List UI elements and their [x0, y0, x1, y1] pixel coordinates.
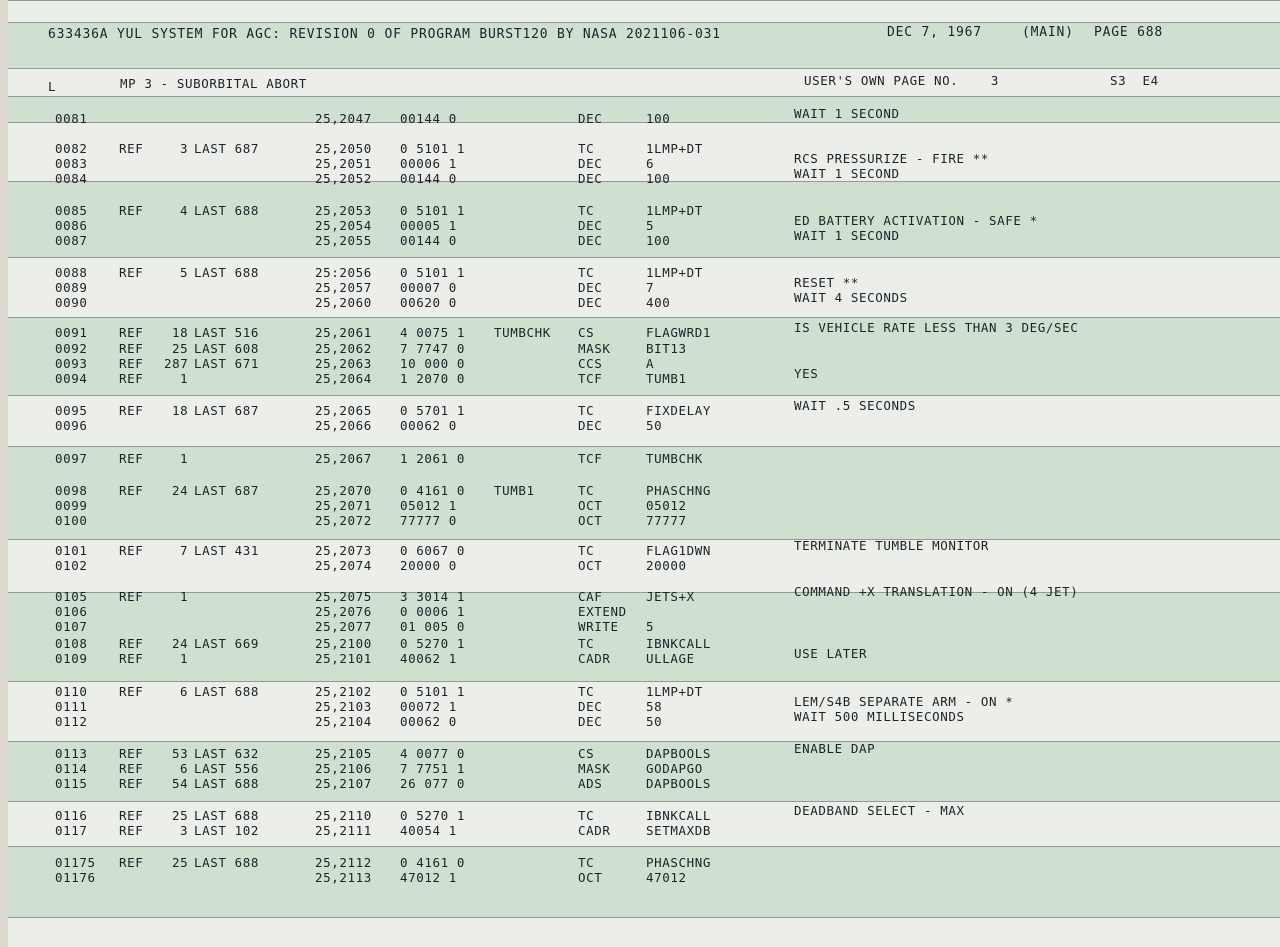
octal-word: 7 7751 1 [400, 761, 466, 776]
address: 25,2054 [315, 218, 372, 233]
line-number: 0105 [55, 589, 88, 604]
opcode: TC [578, 636, 595, 651]
band-rule [8, 741, 1280, 742]
operand: IBNKCALL [646, 636, 712, 651]
symbol-label: TUMB1 [494, 483, 535, 498]
octal-word: 00006 1 [400, 156, 457, 171]
address: 25,2104 [315, 714, 372, 729]
opcode: CAF [578, 589, 603, 604]
opcode: CS [578, 746, 595, 761]
address: 25:2056 [315, 265, 372, 280]
ref-count: 1 [180, 451, 189, 466]
ref-tag: REF [119, 636, 144, 651]
line-number: 0102 [55, 558, 88, 573]
operand: TUMB1 [646, 371, 687, 386]
octal-word: 77777 0 [400, 513, 457, 528]
ref-count: 1 [180, 371, 189, 386]
opcode: DEC [578, 714, 603, 729]
ref-count: 54 [172, 776, 189, 791]
opcode: DEC [578, 295, 603, 310]
operand: GODAPGO [646, 761, 703, 776]
paper-band [8, 917, 1280, 947]
line-number: 0116 [55, 808, 88, 823]
octal-word: 00005 1 [400, 218, 457, 233]
band-rule [8, 181, 1280, 182]
comment: WAIT 1 SECOND [794, 166, 900, 181]
band-rule [8, 257, 1280, 258]
operand: TUMBCHK [646, 451, 703, 466]
ref-tag: REF [119, 855, 144, 870]
octal-word: 47012 1 [400, 870, 457, 885]
opcode: DEC [578, 156, 603, 171]
operand: 100 [646, 171, 671, 186]
comment: IS VEHICLE RATE LESS THAN 3 DEG/SEC [794, 320, 1079, 335]
opcode: TC [578, 808, 595, 823]
comment: LEM/S4B SEPARATE ARM - ON * [794, 694, 1014, 709]
opcode: TC [578, 543, 595, 558]
operand: FLAG1DWN [646, 543, 712, 558]
opcode: TC [578, 684, 595, 699]
subheader-letter: L [48, 79, 57, 94]
opcode: OCT [578, 870, 603, 885]
comment: WAIT 1 SECOND [794, 228, 900, 243]
symbol-label: TUMBCHK [494, 325, 551, 340]
operand: 100 [646, 233, 671, 248]
operand: 1LMP+DT [646, 203, 703, 218]
opcode: TC [578, 403, 595, 418]
opcode: CADR [578, 651, 611, 666]
operand: 50 [646, 714, 663, 729]
opcode: DEC [578, 280, 603, 295]
octal-word: 4 0077 0 [400, 746, 466, 761]
operand: PHASCHNG [646, 483, 712, 498]
ref-count: 4 [180, 203, 189, 218]
operand: 47012 [646, 870, 687, 885]
opcode: DEC [578, 233, 603, 248]
last-ref: LAST 431 [194, 543, 260, 558]
line-number: 01175 [55, 855, 96, 870]
page-number: PAGE 688 [1094, 25, 1164, 40]
ref-count: 6 [180, 684, 189, 699]
address: 25,2051 [315, 156, 372, 171]
operand: JETS+X [646, 589, 695, 604]
band-rule [8, 395, 1280, 396]
last-ref: LAST 516 [194, 325, 260, 340]
operand: SETMAXDB [646, 823, 712, 838]
last-ref: LAST 608 [194, 341, 260, 356]
address: 25,2100 [315, 636, 372, 651]
octal-word: 0 4161 0 [400, 483, 466, 498]
printout-page [8, 0, 1280, 947]
comment: ED BATTERY ACTIVATION - SAFE * [794, 213, 1038, 228]
band-rule [8, 122, 1280, 123]
opcode: TCF [578, 371, 603, 386]
line-number: 0114 [55, 761, 88, 776]
comment: RCS PRESSURIZE - FIRE ** [794, 151, 990, 166]
octal-word: 00144 0 [400, 171, 457, 186]
address: 25,2076 [315, 604, 372, 619]
octal-word: 0 6067 0 [400, 543, 466, 558]
address: 25,2057 [315, 280, 372, 295]
octal-word: 10 000 0 [400, 356, 466, 371]
octal-word: 0 5270 1 [400, 808, 466, 823]
address: 25,2110 [315, 808, 372, 823]
address: 25,2067 [315, 451, 372, 466]
operand: 20000 [646, 558, 687, 573]
comment: WAIT .5 SECONDS [794, 398, 916, 413]
print-date: DEC 7, 1967 [887, 25, 982, 40]
address: 25,2064 [315, 371, 372, 386]
operand: IBNKCALL [646, 808, 712, 823]
opcode: MASK [578, 341, 611, 356]
ref-count: 287 [164, 356, 189, 371]
ref-count: 5 [180, 265, 189, 280]
octal-word: 0 4161 0 [400, 855, 466, 870]
address: 25,2106 [315, 761, 372, 776]
octal-word: 40054 1 [400, 823, 457, 838]
address: 25,2053 [315, 203, 372, 218]
paper-band [8, 96, 1280, 122]
line-number: 0082 [55, 141, 88, 156]
octal-word: 0 5101 1 [400, 684, 466, 699]
ref-count: 25 [172, 808, 189, 823]
address: 25,2047 [315, 111, 372, 126]
comment: USE LATER [794, 646, 868, 661]
ref-tag: REF [119, 141, 144, 156]
last-ref: LAST 687 [194, 483, 260, 498]
comment: DEADBAND SELECT - MAX [794, 803, 965, 818]
line-number: 0083 [55, 156, 88, 171]
line-number: 0098 [55, 483, 88, 498]
comment: COMMAND +X TRANSLATION - ON (4 JET) [794, 584, 1079, 599]
operand: A [646, 356, 655, 371]
line-number: 0096 [55, 418, 88, 433]
line-number: 0109 [55, 651, 88, 666]
octal-word: 00620 0 [400, 295, 457, 310]
line-number: 0110 [55, 684, 88, 699]
ref-tag: REF [119, 543, 144, 558]
octal-word: 0 5701 1 [400, 403, 466, 418]
opcode: MASK [578, 761, 611, 776]
line-number: 0111 [55, 699, 88, 714]
address: 25,2103 [315, 699, 372, 714]
last-ref: LAST 688 [194, 684, 260, 699]
ref-count: 1 [180, 651, 189, 666]
last-ref: LAST 687 [194, 141, 260, 156]
band-rule [8, 0, 1280, 1]
ref-tag: REF [119, 746, 144, 761]
octal-word: 0 5101 1 [400, 265, 466, 280]
octal-word: 1 2061 0 [400, 451, 466, 466]
ref-tag: REF [119, 325, 144, 340]
line-number: 0092 [55, 341, 88, 356]
address: 25,2062 [315, 341, 372, 356]
octal-word: 0 0006 1 [400, 604, 466, 619]
operand: 77777 [646, 513, 687, 528]
address: 25,2105 [315, 746, 372, 761]
line-number: 0085 [55, 203, 88, 218]
ref-tag: REF [119, 761, 144, 776]
ref-tag: REF [119, 651, 144, 666]
address: 25,2074 [315, 558, 372, 573]
address: 25,2113 [315, 870, 372, 885]
operand: DAPBOOLS [646, 746, 712, 761]
operand: 1LMP+DT [646, 265, 703, 280]
ref-tag: REF [119, 371, 144, 386]
opcode: TC [578, 855, 595, 870]
address: 25,2065 [315, 403, 372, 418]
ref-count: 24 [172, 483, 189, 498]
line-number: 0094 [55, 371, 88, 386]
ref-tag: REF [119, 451, 144, 466]
address: 25,2063 [315, 356, 372, 371]
octal-word: 00144 0 [400, 233, 457, 248]
operand: FLAGWRD1 [646, 325, 712, 340]
address: 25,2055 [315, 233, 372, 248]
octal-word: 0 5270 1 [400, 636, 466, 651]
ref-count: 18 [172, 325, 189, 340]
opcode: CS [578, 325, 595, 340]
paper-band [8, 0, 1280, 22]
octal-word: 1 2070 0 [400, 371, 466, 386]
address: 25,2101 [315, 651, 372, 666]
opcode: CCS [578, 356, 603, 371]
paper-band [8, 181, 1280, 257]
ref-tag: REF [119, 776, 144, 791]
program-header: 633436A YUL SYSTEM FOR AGC: REVISION 0 OF PROGRAM BURST120 BY NASA 2021106-031 [48, 27, 721, 42]
line-number: 0086 [55, 218, 88, 233]
opcode: DEC [578, 111, 603, 126]
ref-tag: REF [119, 203, 144, 218]
octal-word: 05012 1 [400, 498, 457, 513]
ref-count: 6 [180, 761, 189, 776]
octal-word: 01 005 0 [400, 619, 466, 634]
opcode: OCT [578, 558, 603, 573]
address: 25,2070 [315, 483, 372, 498]
ref-count: 25 [172, 341, 189, 356]
ref-tag: REF [119, 356, 144, 371]
opcode: TC [578, 203, 595, 218]
operand: 1LMP+DT [646, 684, 703, 699]
subheader-title: MP 3 - SUBORBITAL ABORT [120, 76, 307, 91]
band-rule [8, 68, 1280, 69]
operand: FIXDELAY [646, 403, 712, 418]
ref-count: 24 [172, 636, 189, 651]
octal-word: 00062 0 [400, 714, 457, 729]
operand: DAPBOOLS [646, 776, 712, 791]
opcode: DEC [578, 699, 603, 714]
ref-tag: REF [119, 808, 144, 823]
octal-word: 00007 0 [400, 280, 457, 295]
last-ref: LAST 556 [194, 761, 260, 776]
line-number: 01176 [55, 870, 96, 885]
last-ref: LAST 671 [194, 356, 260, 371]
comment: TERMINATE TUMBLE MONITOR [794, 538, 990, 553]
ref-tag: REF [119, 823, 144, 838]
octal-word: 26 077 0 [400, 776, 466, 791]
opcode: TCF [578, 451, 603, 466]
line-number: 0091 [55, 325, 88, 340]
last-ref: LAST 688 [194, 265, 260, 280]
line-number: 0093 [55, 356, 88, 371]
opcode: DEC [578, 218, 603, 233]
ref-count: 3 [180, 823, 189, 838]
ref-tag: REF [119, 589, 144, 604]
ref-tag: REF [119, 403, 144, 418]
ref-count: 25 [172, 855, 189, 870]
band-rule [8, 846, 1280, 847]
ref-tag: REF [119, 265, 144, 280]
octal-word: 00144 0 [400, 111, 457, 126]
octal-word: 7 7747 0 [400, 341, 466, 356]
last-ref: LAST 632 [194, 746, 260, 761]
address: 25,2071 [315, 498, 372, 513]
ref-count: 53 [172, 746, 189, 761]
last-ref: LAST 688 [194, 855, 260, 870]
line-number: 0108 [55, 636, 88, 651]
address: 25,2050 [315, 141, 372, 156]
band-rule [8, 801, 1280, 802]
operand: 58 [646, 699, 663, 714]
line-number: 0117 [55, 823, 88, 838]
octal-word: 20000 0 [400, 558, 457, 573]
ref-tag: REF [119, 483, 144, 498]
ref-count: 7 [180, 543, 189, 558]
line-number: 0090 [55, 295, 88, 310]
address: 25,2061 [315, 325, 372, 340]
address: 25,2060 [315, 295, 372, 310]
operand: PHASCHNG [646, 855, 712, 870]
line-number: 0106 [55, 604, 88, 619]
band-rule [8, 446, 1280, 447]
ref-count: 3 [180, 141, 189, 156]
opcode: TC [578, 141, 595, 156]
opcode: CADR [578, 823, 611, 838]
last-ref: LAST 687 [194, 403, 260, 418]
comment: ENABLE DAP [794, 741, 876, 756]
octal-word: 0 5101 1 [400, 141, 466, 156]
line-number: 0107 [55, 619, 88, 634]
opcode: OCT [578, 498, 603, 513]
comment: WAIT 1 SECOND [794, 106, 900, 121]
operand: 100 [646, 111, 671, 126]
operand: 05012 [646, 498, 687, 513]
comment: YES [794, 366, 819, 381]
operand: 1LMP+DT [646, 141, 703, 156]
last-ref: LAST 688 [194, 203, 260, 218]
operand: 400 [646, 295, 671, 310]
address: 25,2112 [315, 855, 372, 870]
line-number: 0089 [55, 280, 88, 295]
opcode: DEC [578, 418, 603, 433]
band-rule [8, 917, 1280, 918]
opcode: ADS [578, 776, 603, 791]
last-ref: LAST 688 [194, 776, 260, 791]
line-number: 0101 [55, 543, 88, 558]
operand: BIT13 [646, 341, 687, 356]
band-rule [8, 96, 1280, 97]
opcode: TC [578, 483, 595, 498]
operand: 6 [646, 156, 655, 171]
octal-word: 3 3014 1 [400, 589, 466, 604]
ref-count: 18 [172, 403, 189, 418]
octal-word: 00062 0 [400, 418, 457, 433]
line-number: 0099 [55, 498, 88, 513]
octal-word: 4 0075 1 [400, 325, 466, 340]
opcode: DEC [578, 171, 603, 186]
ref-count: 1 [180, 589, 189, 604]
comment: WAIT 4 SECONDS [794, 290, 908, 305]
operand: 5 [646, 619, 655, 634]
operand: 7 [646, 280, 655, 295]
address: 25,2066 [315, 418, 372, 433]
octal-word: 40062 1 [400, 651, 457, 666]
address: 25,2075 [315, 589, 372, 604]
line-number: 0084 [55, 171, 88, 186]
address: 25,2107 [315, 776, 372, 791]
line-number: 0100 [55, 513, 88, 528]
address: 25,2072 [315, 513, 372, 528]
comment: RESET ** [794, 275, 860, 290]
last-ref: LAST 669 [194, 636, 260, 651]
section-label: (MAIN) [1022, 25, 1074, 40]
operand: 5 [646, 218, 655, 233]
operand: 50 [646, 418, 663, 433]
octal-word: 0 5101 1 [400, 203, 466, 218]
line-number: 0095 [55, 403, 88, 418]
line-number: 0115 [55, 776, 88, 791]
ref-tag: REF [119, 684, 144, 699]
opcode: OCT [578, 513, 603, 528]
opcode: EXTEND [578, 604, 627, 619]
address: 25,2077 [315, 619, 372, 634]
line-number: 0113 [55, 746, 88, 761]
line-number: 0081 [55, 111, 88, 126]
line-number: 0088 [55, 265, 88, 280]
band-rule [8, 22, 1280, 23]
subheader-code: S3 E4 [1110, 73, 1159, 88]
last-ref: LAST 688 [194, 808, 260, 823]
address: 25,2073 [315, 543, 372, 558]
line-number: 0112 [55, 714, 88, 729]
line-number: 0097 [55, 451, 88, 466]
address: 25,2052 [315, 171, 372, 186]
band-rule [8, 539, 1280, 540]
last-ref: LAST 102 [194, 823, 260, 838]
band-rule [8, 681, 1280, 682]
line-number: 0087 [55, 233, 88, 248]
address: 25,2102 [315, 684, 372, 699]
users-page-label: USER'S OWN PAGE NO. 3 [804, 73, 1000, 88]
operand: ULLAGE [646, 651, 695, 666]
opcode: TC [578, 265, 595, 280]
opcode: WRITE [578, 619, 619, 634]
band-rule [8, 317, 1280, 318]
ref-tag: REF [119, 341, 144, 356]
band-rule [8, 592, 1280, 593]
comment: WAIT 500 MILLISECONDS [794, 709, 965, 724]
address: 25,2111 [315, 823, 372, 838]
octal-word: 00072 1 [400, 699, 457, 714]
